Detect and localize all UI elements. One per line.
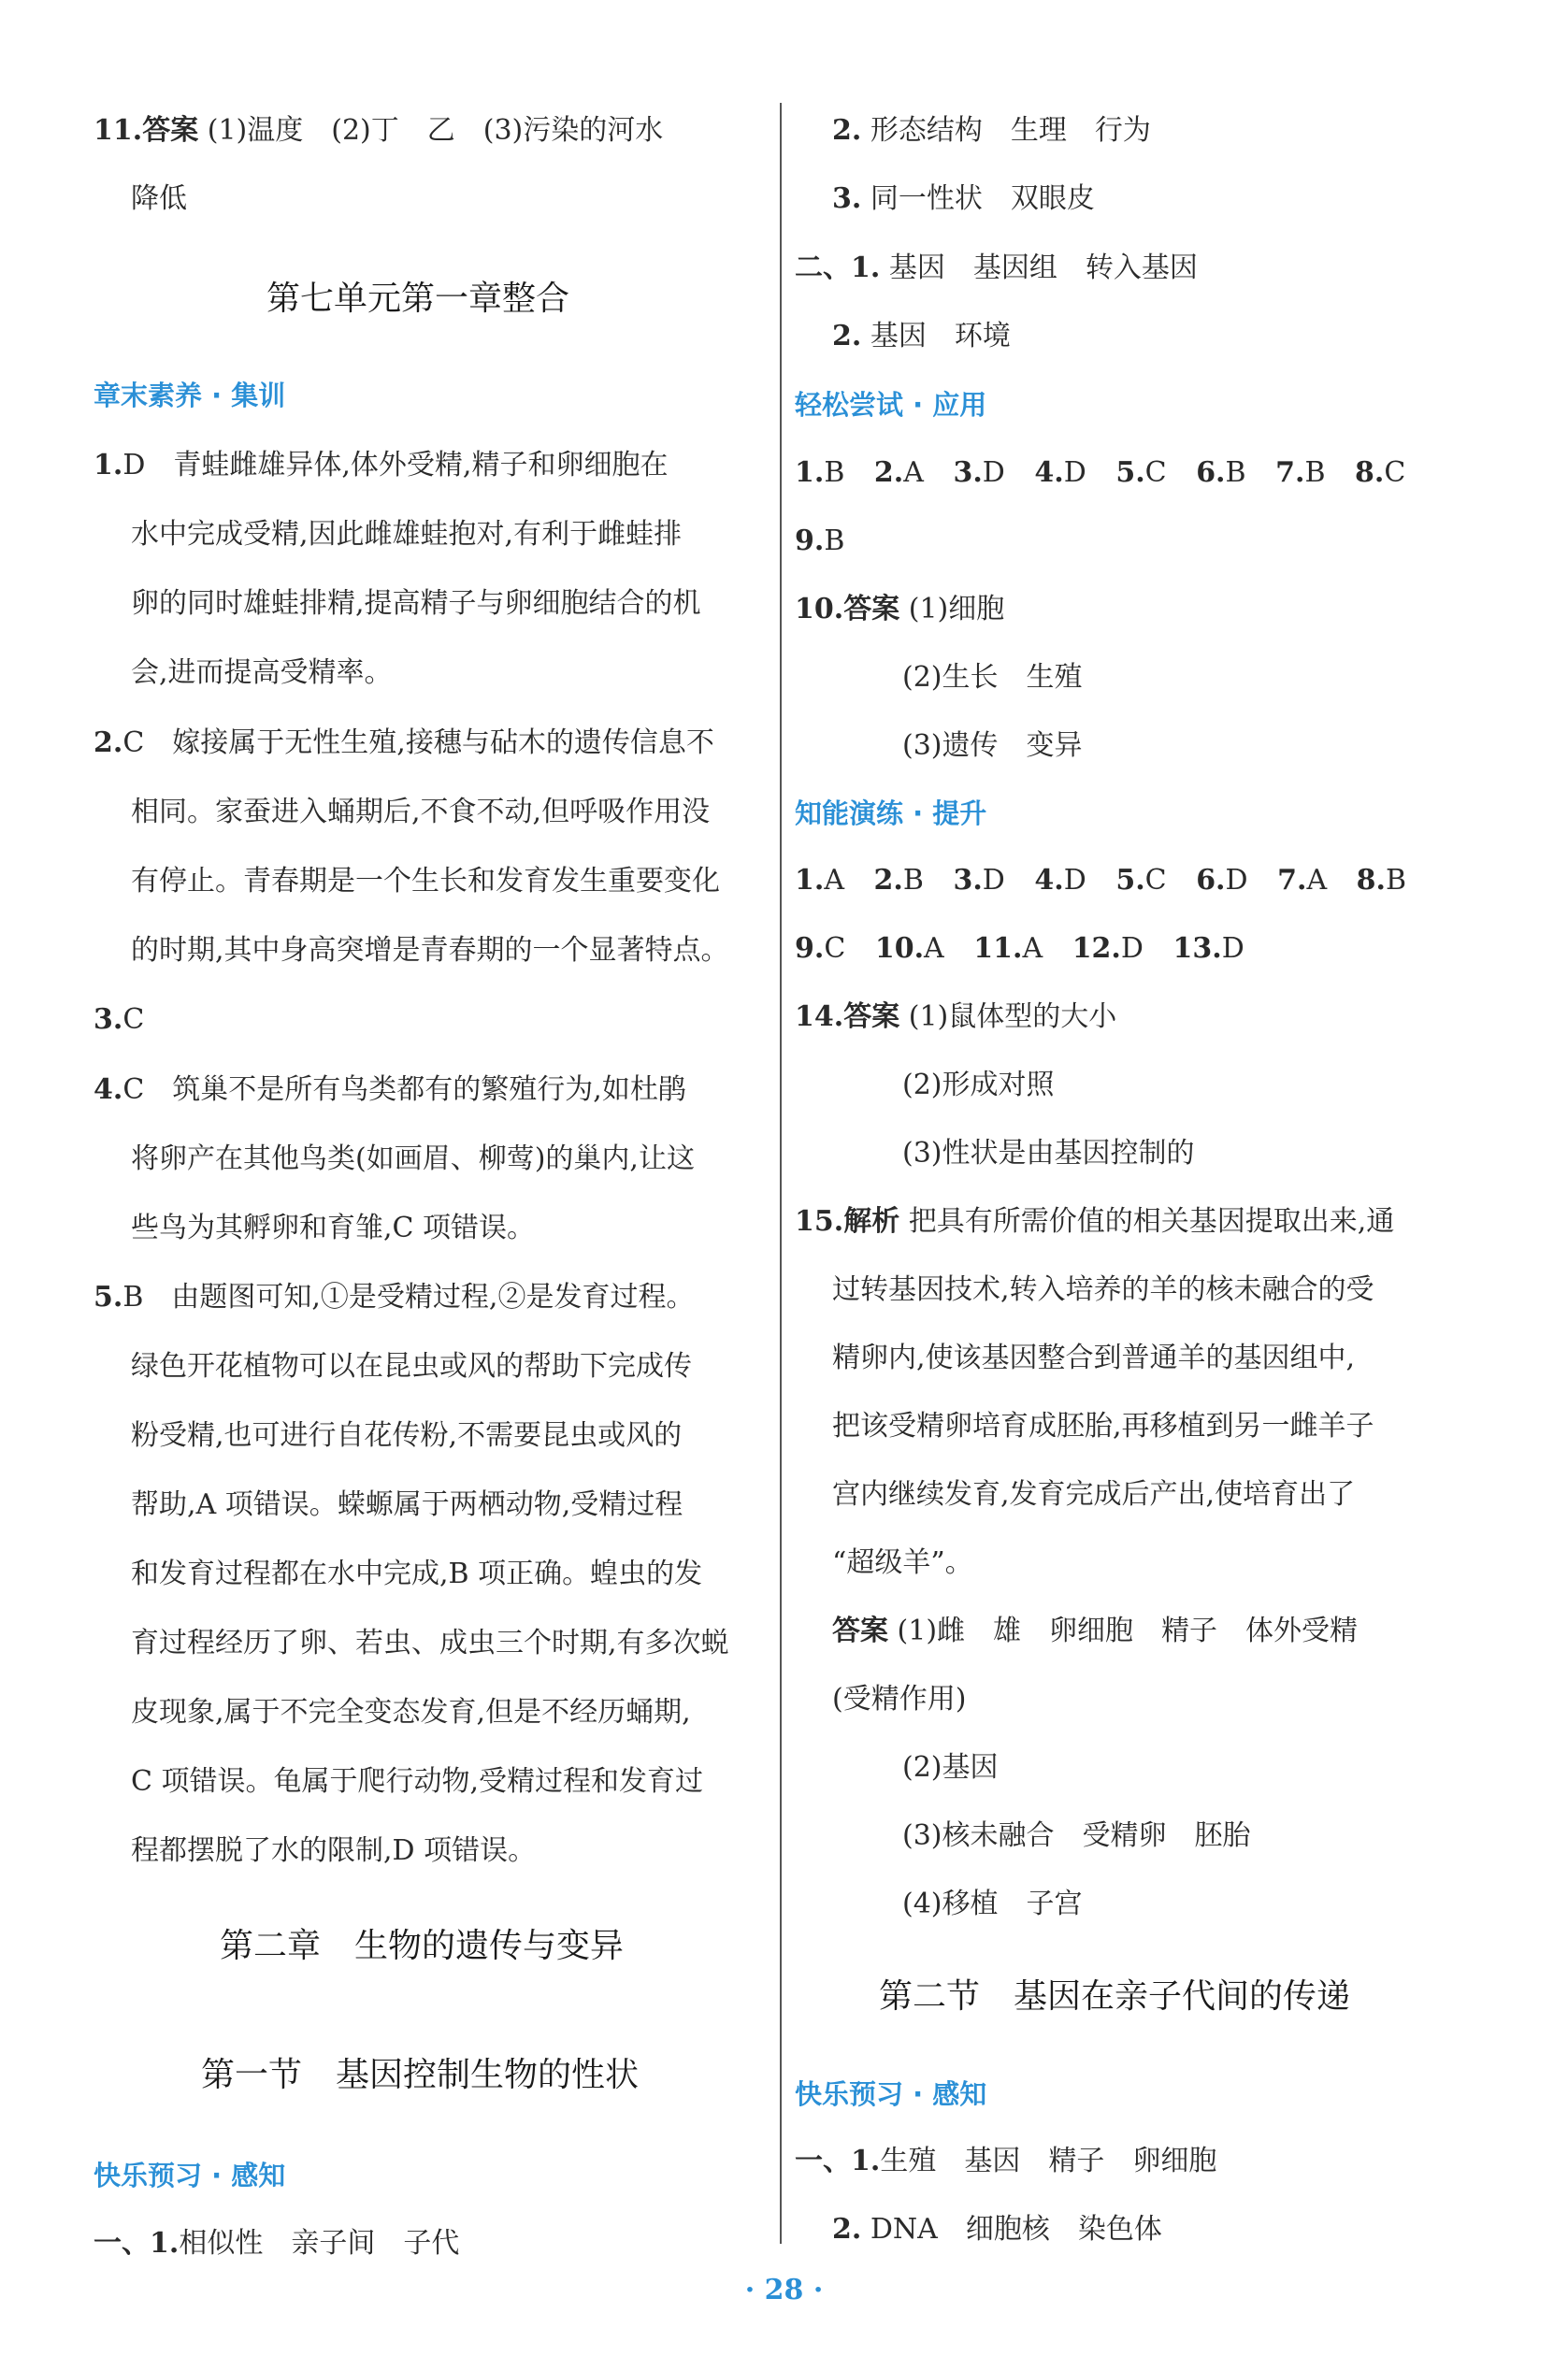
section-header: 章末素养 · 集训 [94,380,286,411]
section-header: 快乐预习 · 感知 [795,2078,987,2110]
section-header: 知能演练 · 提升 [795,797,987,829]
q3: 3.C [94,1003,145,1036]
a10-line: 10.答案 (1)细胞 [795,593,1005,625]
mc2-row2: 9.C 10.A 11.A 12.D 13.D [795,932,1244,965]
chapter-title: 第二章 生物的遗传与变异 [220,1927,625,1965]
r3-line: 3. 同一性状 双眼皮 [832,182,1095,215]
b1-line: 一、1.生殖 基因 精子 卵细胞 [795,2145,1217,2177]
section-header: 轻松尝试 · 应用 [795,389,987,421]
section-title: 第一节 基因控制生物的性状 [201,2056,640,2094]
a10-line3: (3)遗传 变异 [902,729,1083,762]
a14-line3: (3)性状是由基因控制的 [902,1137,1195,1170]
r2-line: 2. 形态结构 生理 行为 [832,114,1151,147]
mc1-row2: 9.B [795,524,845,557]
mc2-row: 1.A 2.B 3.D 4.D 5.C 6.D 7.A 8.B [795,864,1407,897]
a14-line2: (2)形成对照 [902,1069,1055,1101]
mc1-row: 1.B 2.A 3.D 4.D 5.C 6.B 7.B 8.C [795,456,1406,489]
a14-line: 14.答案 (1)鼠体型的大小 [795,1000,1117,1033]
q11-line: 11.答案 (1)温度 (2)丁 乙 (3)污染的河水 [94,114,664,147]
a10-line2: (2)生长 生殖 [902,661,1083,694]
r4-line: 二、1. 基因 基因组 转入基因 [795,251,1198,284]
page-number: · 28 · [744,2274,824,2306]
section-header: 快乐预习 · 感知 [94,2160,286,2191]
unit-title: 第七单元第一章整合 [266,280,570,318]
r5-line: 2. 基因 环境 [832,320,1011,352]
section-title-2: 第二节 基因在亲子代间的传递 [879,1977,1351,2016]
q11-cont: 降低 [131,182,187,215]
b2-line: 2. DNA 细胞核 染色体 [832,2213,1162,2246]
p1-line: 一、1.相似性 亲子间 子代 [94,2227,460,2260]
column-divider [780,103,782,2244]
